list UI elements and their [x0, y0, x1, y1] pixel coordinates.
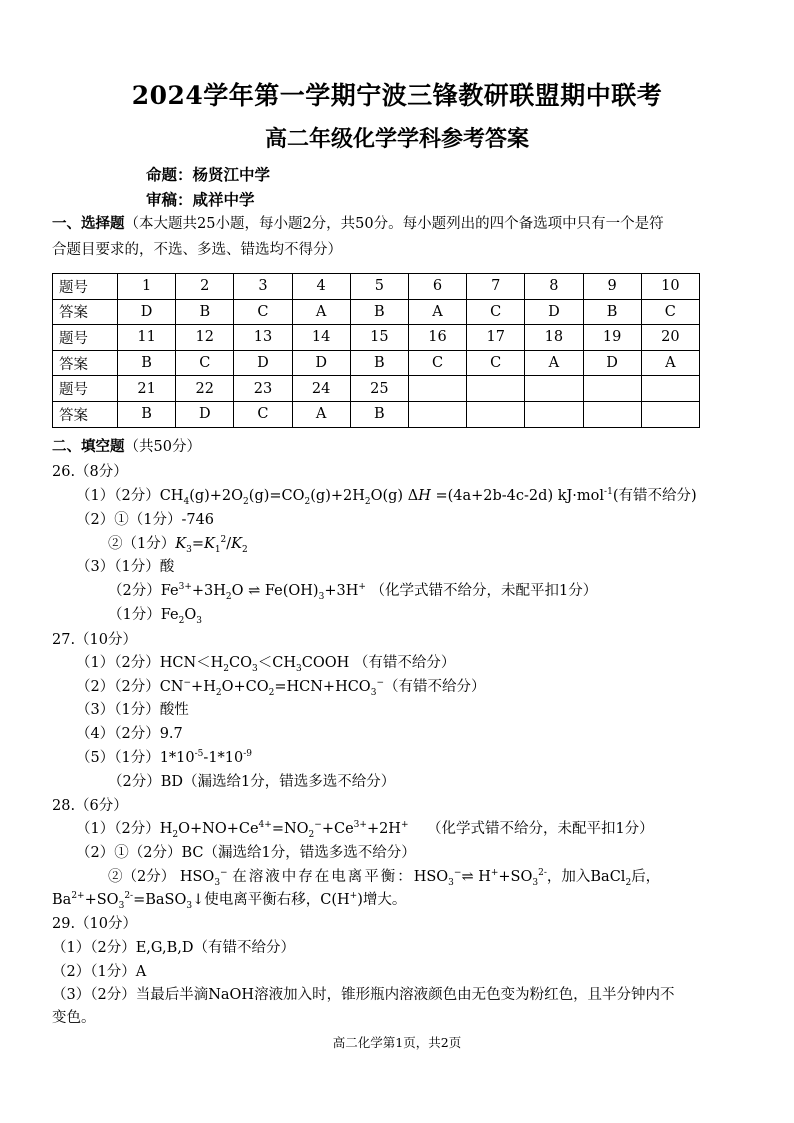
a-cell: A: [641, 350, 699, 376]
q26-line1: （1）（2分）$CH_4(g)+2O_2(g)=CO_2(g)+2H_2O(g)$ ΔH =(4a+2b-4c-2d) kJ·mol$^{-1}$(有错不给分): [76, 487, 697, 507]
q26-line5: （2分）$Fe^{3+}+3H_2O$ ⇌ $Fe(OH)_3+3H^+$ （化学式错不给分，未配平扣1分）: [108, 582, 598, 602]
a-cell: D: [234, 350, 292, 376]
q27-line4: （4）（2分）9.7: [76, 726, 183, 742]
q26-l5-prefix: （2分）: [108, 583, 161, 599]
q29-line4: 变色。: [52, 1010, 96, 1026]
answer-table: [52, 273, 700, 428]
page-subtitle: 高二年级化学学科参考答案: [264, 126, 529, 152]
q-cell: 18: [525, 325, 583, 351]
q-cell: 25: [350, 376, 408, 402]
q28-l3-end2: 后，: [631, 869, 661, 885]
a-cell: A: [408, 299, 466, 325]
a-cell: B: [350, 299, 408, 325]
author: 命题：杨贤江中学: [146, 165, 271, 184]
q28-l1-prefix: （1）（2分）: [76, 821, 160, 837]
a-cell: B: [583, 299, 641, 325]
a-label: 答案: [53, 350, 118, 376]
a-cell: C: [641, 299, 699, 325]
q-cell: 23: [234, 376, 292, 402]
q-cell: 11: [118, 325, 176, 351]
q28-l3-prefix: ②（2分）: [108, 869, 176, 885]
q-cell: 24: [292, 376, 350, 402]
q26-line2: （2）①（1分）-746: [76, 512, 215, 528]
q27-line5: （5）（1分）$1*10^{-5}-1*10^{-9}$: [76, 749, 253, 766]
a-cell: C: [408, 350, 466, 376]
q27-line6: （2分）BD（漏选给1分，错选多选不给分）: [108, 774, 396, 790]
q27-l5-prefix: （5）（1分）: [76, 750, 160, 766]
a-cell: B: [118, 401, 176, 427]
q-cell: 2: [176, 274, 234, 300]
q27-l1-prefix: （1）（2分）: [76, 655, 160, 671]
q-label: 题号: [53, 274, 118, 300]
q-cell: [525, 376, 583, 402]
q29-line2: （2）（1分）A: [52, 964, 147, 980]
table-row: [53, 350, 700, 376]
q27-line1: （1）（2分）$HCN<H_2CO_3<CH_3COOH$ （有错不给分）: [76, 655, 456, 674]
q-cell: 6: [408, 274, 466, 300]
q27-l1-note: （有错不给分）: [353, 655, 456, 671]
q-cell: 17: [467, 325, 525, 351]
q-cell: 5: [350, 274, 408, 300]
q28-l3-mid: 在溶液中存在电离平衡：: [232, 869, 414, 885]
q-cell: [641, 376, 699, 402]
q-cell: [583, 376, 641, 402]
page-title: 2024学年第一学期宁波三锋教研联盟期中联考: [131, 81, 663, 110]
q-cell: 1: [118, 274, 176, 300]
q-cell: 19: [583, 325, 641, 351]
a-cell: D: [176, 401, 234, 427]
q29-head: 29.（10分）: [52, 916, 138, 932]
q-cell: 9: [583, 274, 641, 300]
a-cell: [467, 401, 525, 427]
a-cell: A: [292, 401, 350, 427]
q27-line2: （2）（2分）$CN^-+H_2O+CO_2=HCN+HCO_3^-$（有错不给分）: [76, 678, 486, 698]
q26-line6: （1分）$Fe_2O_3$: [108, 607, 202, 626]
q28-l3-end: ，加入BaCl: [546, 869, 626, 885]
a-cell: C: [176, 350, 234, 376]
table-row: [53, 299, 700, 325]
section1-line2: 合题目要求的，不选、多选、错选均不得分）: [52, 242, 342, 258]
section2-desc: （共50分）: [124, 439, 201, 455]
section1-heading: 一、选择题: [52, 215, 125, 232]
a-label: 答案: [53, 299, 118, 325]
q28-l4-end: 使电离平衡右移，C(H: [204, 892, 350, 908]
a-cell: B: [176, 299, 234, 325]
q-cell: 16: [408, 325, 466, 351]
q-label: 题号: [53, 325, 118, 351]
q-cell: 14: [292, 325, 350, 351]
q28-line2: （2）①（2分）BC（漏选给1分，错选多选不给分）: [76, 845, 416, 861]
q28-head: 28.（6分）: [52, 798, 128, 814]
a-cell: [525, 401, 583, 427]
page-footer: 高二化学第1页，共2页: [332, 1035, 462, 1050]
q26-l1-note: (有错不给分): [612, 488, 697, 504]
a-cell: A: [292, 299, 350, 325]
q26-l1-prefix: （1）（2分）: [76, 488, 160, 504]
q-cell: 22: [176, 376, 234, 402]
a-cell: D: [118, 299, 176, 325]
q26-l6-prefix: （1分）: [108, 607, 161, 623]
q26-line4: （3）（1分）酸: [76, 559, 175, 575]
q-cell: 15: [350, 325, 408, 351]
q-cell: 3: [234, 274, 292, 300]
q-cell: 10: [641, 274, 699, 300]
q-cell: [408, 376, 466, 402]
q28-line4: $Ba^{2+}+SO_3^{2-}=BaSO_3↓$使电离平衡右移，C(H+)增大。: [52, 891, 407, 911]
a-cell: B: [118, 350, 176, 376]
a-label: 答案: [53, 401, 118, 427]
q-label: 题号: [53, 376, 118, 402]
a-cell: C: [234, 299, 292, 325]
a-cell: [408, 401, 466, 427]
q27-head: 27.（10分）: [52, 632, 138, 648]
q-cell: [467, 376, 525, 402]
q-cell: 7: [467, 274, 525, 300]
a-cell: [641, 401, 699, 427]
a-cell: D: [525, 299, 583, 325]
table-row: [53, 376, 700, 402]
a-cell: D: [583, 350, 641, 376]
q26-l3-prefix: ②（1分）: [108, 536, 176, 552]
q28-l4-end2: )增大。: [357, 892, 407, 908]
section1-desc: （本大题共25小题，每小题2分，共50分。每小题列出的四个备选项中只有一个是符: [124, 216, 664, 232]
q-cell: 12: [176, 325, 234, 351]
reviewer: 审稿：咸祥中学: [146, 190, 255, 209]
a-cell: B: [350, 350, 408, 376]
q-cell: 8: [525, 274, 583, 300]
q26-line3: ②（1分）$K_3=K_1^2/K_2$: [108, 535, 248, 555]
section1-line1: [52, 214, 664, 234]
a-cell: B: [350, 401, 408, 427]
a-cell: [583, 401, 641, 427]
q29-line3: （3）（2分）当最后半滴NaOH溶液加入时，锥形瓶内溶液颜色由无色变为粉红色，且半分钟内不: [52, 987, 675, 1003]
table-row: [53, 274, 700, 300]
a-cell: D: [292, 350, 350, 376]
a-cell: C: [467, 299, 525, 325]
q26-l5-note: （化学式错不给分，未配平扣1分）: [370, 583, 598, 599]
a-cell: C: [234, 401, 292, 427]
q-cell: 13: [234, 325, 292, 351]
q29-line1: （1）（2分）E,G,B,D（有错不给分）: [52, 940, 295, 956]
table-row: [53, 401, 700, 427]
q28-line3: ②（2分） $HSO_3^-$ 在溶液中存在电离平衡：$HSO_3^-\rightleftharpoons$ $H^++SO_3^{2-}$，加入BaCl$_2$后，: [108, 868, 661, 888]
q-cell: 4: [292, 274, 350, 300]
q28-l1-note: （化学式错不给分，未配平扣1分）: [426, 821, 654, 837]
a-cell: C: [467, 350, 525, 376]
q28-line1: （1）（2分）$H_2O+NO+Ce^{4+}=NO_2^-+Ce^{3+}+2H^+$ （化学式错不给分，未配平扣1分）: [76, 820, 654, 840]
q27-line3: （3）（1分）酸性: [76, 702, 189, 718]
a-cell: A: [525, 350, 583, 376]
table-row: [53, 325, 700, 351]
section2-line: [52, 437, 201, 457]
q-cell: 20: [641, 325, 699, 351]
section2-heading: 二、填空题: [52, 438, 125, 455]
q27-l2-prefix: （2）（2分）: [76, 679, 160, 695]
q-cell: 21: [118, 376, 176, 402]
q27-l2-note: （有错不给分）: [383, 679, 486, 695]
q26-head: 26.（8分）: [52, 464, 128, 480]
